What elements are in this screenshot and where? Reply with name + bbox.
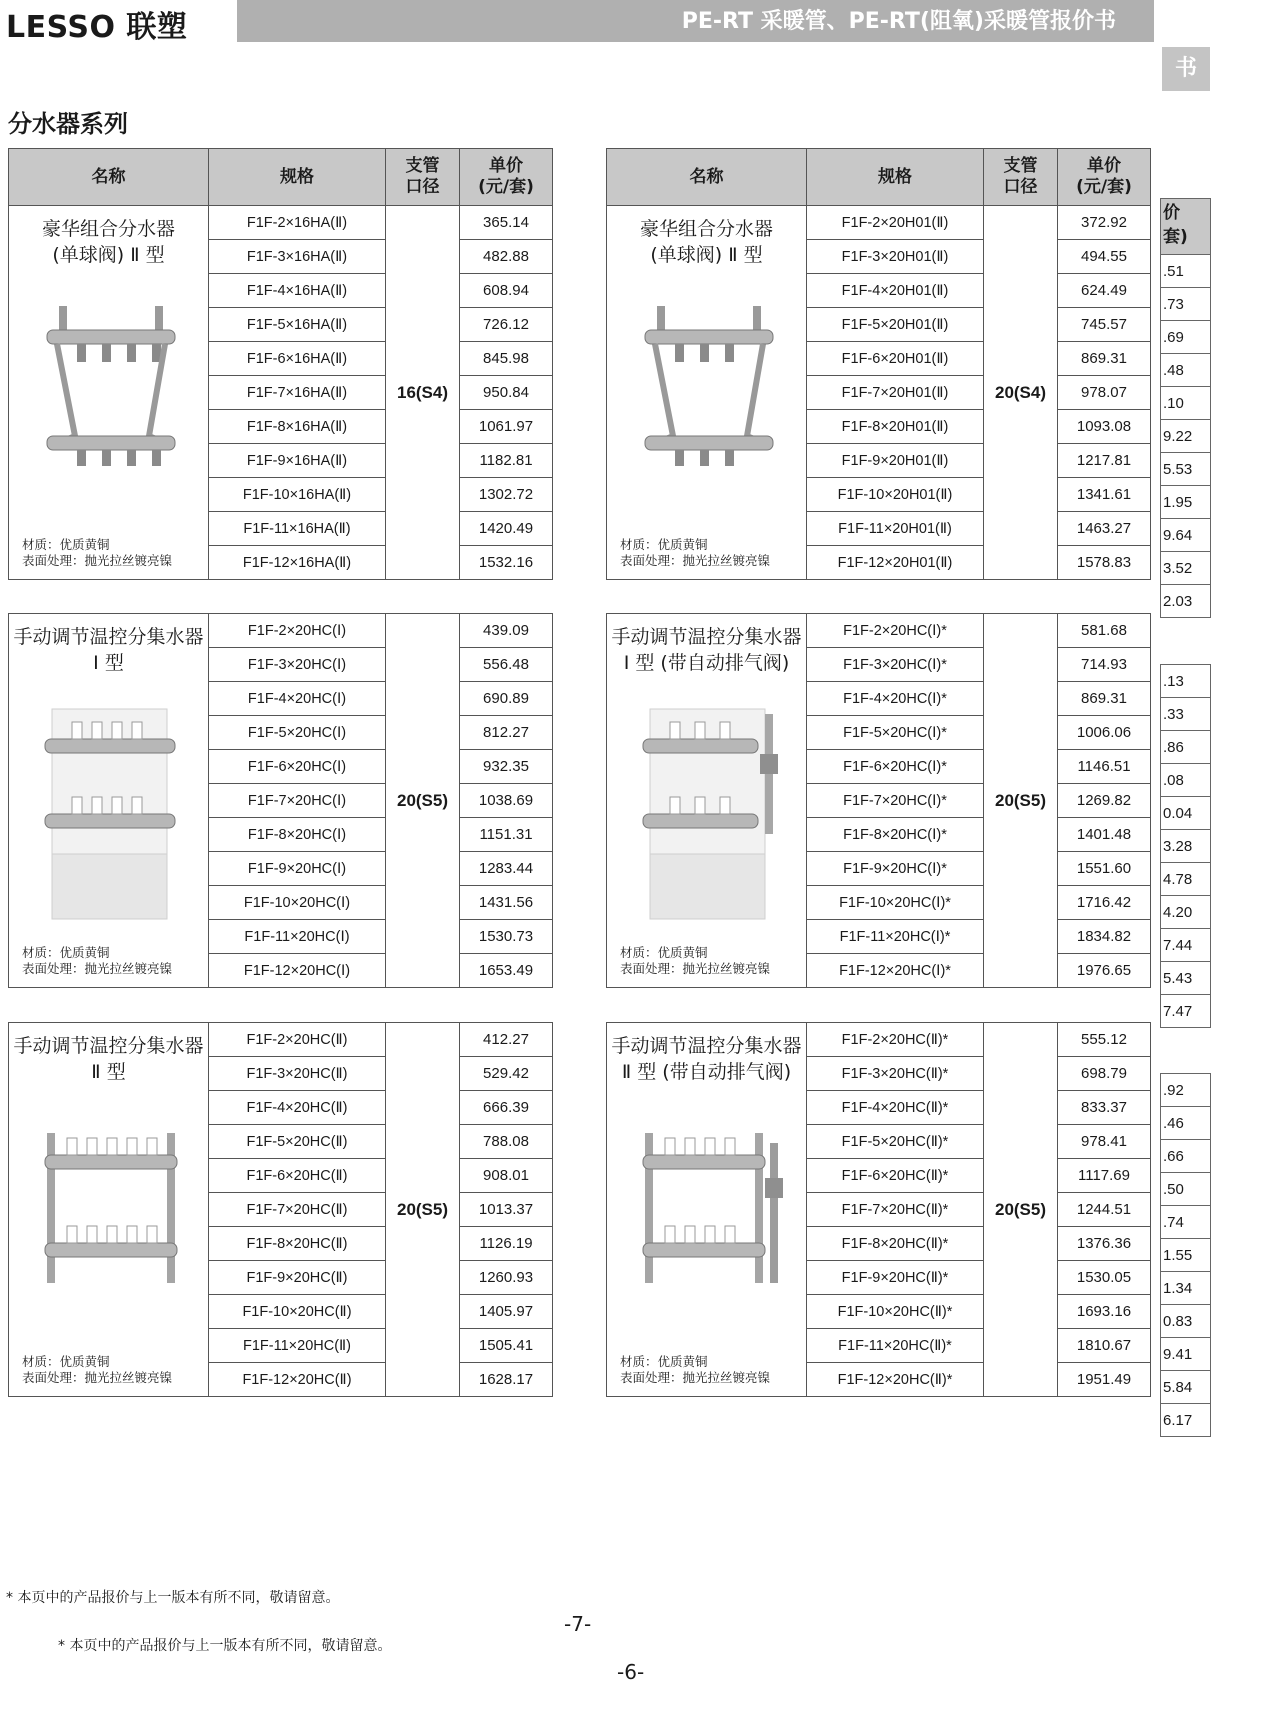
- price-cell: 1146.51: [1058, 750, 1151, 784]
- bleed-through-cell: .92: [1161, 1073, 1210, 1106]
- price-cell: 1244.51: [1058, 1193, 1151, 1227]
- table-body: [9, 206, 553, 580]
- price-cell: 1182.81: [460, 444, 553, 478]
- spec-cell: F1F-11×16HA(Ⅱ): [209, 512, 386, 546]
- spec-cell: F1F-4×20HC(Ⅱ): [209, 1091, 386, 1125]
- price-cell: 666.39: [460, 1091, 553, 1125]
- price-table: [8, 1022, 553, 1397]
- price-cell: 555.12: [1058, 1023, 1151, 1057]
- bleed-through-cell: 9.41: [1161, 1337, 1210, 1370]
- spec-cell: F1F-4×20HC(Ⅱ)*: [807, 1091, 984, 1125]
- product-name: 手动调节温控分集水器: [611, 1035, 802, 1057]
- spec-cell: F1F-4×20HC(Ⅰ): [209, 682, 386, 716]
- bleed-through-cell: 4.20: [1161, 895, 1210, 928]
- spec-cell: F1F-4×16HA(Ⅱ): [209, 274, 386, 308]
- bleed-through-price-column: [1160, 664, 1211, 1028]
- table-body: [9, 1023, 553, 1397]
- bleed-through-cell: .69: [1161, 320, 1210, 353]
- spec-cell: F1F-12×20HC(Ⅰ): [209, 954, 386, 988]
- price-cell: 1405.97: [460, 1295, 553, 1329]
- pipe-diameter-cell: 20(S5): [386, 614, 460, 988]
- table-header-row: [607, 149, 1151, 206]
- spec-cell: F1F-3×20H01(Ⅱ): [807, 240, 984, 274]
- price-cell: 494.55: [1058, 240, 1151, 274]
- price-cell: 1401.48: [1058, 818, 1151, 852]
- price-cell: 1532.16: [460, 546, 553, 580]
- price-cell: 1628.17: [460, 1363, 553, 1397]
- spec-cell: F1F-10×20HC(Ⅱ)*: [807, 1295, 984, 1329]
- price-cell: 529.42: [460, 1057, 553, 1091]
- spec-cell: F1F-5×20HC(Ⅱ): [209, 1125, 386, 1159]
- price-cell: 1260.93: [460, 1261, 553, 1295]
- column-header-name: 名称: [607, 149, 807, 206]
- price-cell: 1006.06: [1058, 716, 1151, 750]
- column-header-diameter: 支管 口径: [386, 149, 460, 206]
- price-cell: 1578.83: [1058, 546, 1151, 580]
- spec-cell: F1F-6×20HC(Ⅱ)*: [807, 1159, 984, 1193]
- price-cell: 690.89: [460, 682, 553, 716]
- bleed-through-cells: [1161, 664, 1210, 1027]
- price-cell: 1551.60: [1058, 852, 1151, 886]
- bleed-through-cell: 1.55: [1161, 1238, 1210, 1271]
- bleed-through-footnote: * 本页中的产品报价与上一版本有所不同，敬请留意。: [58, 1638, 392, 1654]
- price-cell: 1716.42: [1058, 886, 1151, 920]
- spec-cell: F1F-4×20HC(Ⅰ)*: [807, 682, 984, 716]
- material-note: 材质：优质黄铜 表面处理：抛光拉丝镀亮镍: [22, 945, 173, 976]
- spec-cell: F1F-4×20H01(Ⅱ): [807, 274, 984, 308]
- price-cell: 1126.19: [460, 1227, 553, 1261]
- table-row: [9, 614, 553, 648]
- column-header-price: 单价 (元/套): [460, 149, 553, 206]
- table-row: [9, 206, 553, 240]
- pipe-diameter-cell: 20(S5): [984, 1023, 1058, 1397]
- spec-cell: F1F-7×20HC(Ⅱ)*: [807, 1193, 984, 1227]
- price-cell: 556.48: [460, 648, 553, 682]
- price-cell: 1505.41: [460, 1329, 553, 1363]
- product-name: 豪华组合分水器: [639, 218, 773, 240]
- bleed-through-cell: .73: [1161, 287, 1210, 320]
- price-cell: 439.09: [460, 614, 553, 648]
- bleed-through-cell: 5.84: [1161, 1370, 1210, 1403]
- bleed-through-cell: 9.22: [1161, 419, 1210, 452]
- price-cell: 1093.08: [1058, 410, 1151, 444]
- bleed-through-cell: 4.78: [1161, 862, 1210, 895]
- product-name: 豪华组合分水器: [41, 218, 175, 240]
- material-note: 材质：优质黄铜 表面处理：抛光拉丝镀亮镍: [22, 1354, 173, 1385]
- spec-cell: F1F-11×20HC(Ⅱ)*: [807, 1329, 984, 1363]
- price-cell: 1653.49: [460, 954, 553, 988]
- bleed-through-cell: 0.04: [1161, 796, 1210, 829]
- spec-cell: F1F-11×20HC(Ⅰ): [209, 920, 386, 954]
- price-cell: 1341.61: [1058, 478, 1151, 512]
- spec-cell: F1F-3×20HC(Ⅱ)*: [807, 1057, 984, 1091]
- spec-cell: F1F-7×20HC(Ⅱ): [209, 1193, 386, 1227]
- product-type: Ⅰ 型 (带自动排气阀): [623, 652, 790, 674]
- material-note: 材质：优质黄铜 表面处理：抛光拉丝镀亮镍: [620, 537, 771, 568]
- price-cell: 1038.69: [460, 784, 553, 818]
- spec-cell: F1F-11×20HC(Ⅱ): [209, 1329, 386, 1363]
- spec-cell: F1F-9×20HC(Ⅱ): [209, 1261, 386, 1295]
- product-name: 手动调节温控分集水器: [13, 626, 204, 648]
- spec-cell: F1F-9×16HA(Ⅱ): [209, 444, 386, 478]
- manifold-photo: [17, 694, 197, 924]
- spec-cell: F1F-12×20HC(Ⅰ)*: [807, 954, 984, 988]
- spec-cell: F1F-5×20H01(Ⅱ): [807, 308, 984, 342]
- price-cell: 365.14: [460, 206, 553, 240]
- product-type: Ⅱ 型 (带自动排气阀): [621, 1061, 792, 1083]
- spec-cell: F1F-6×20H01(Ⅱ): [807, 342, 984, 376]
- bleed-through-cell: 7.47: [1161, 994, 1210, 1027]
- spec-cell: F1F-9×20HC(Ⅰ): [209, 852, 386, 886]
- column-header-name: 名称: [9, 149, 209, 206]
- bleed-through-cell: .48: [1161, 353, 1210, 386]
- price-table: [8, 613, 553, 988]
- spec-cell: F1F-2×20H01(Ⅱ): [807, 206, 984, 240]
- price-table: [8, 148, 553, 580]
- product-name: 手动调节温控分集水器: [13, 1035, 204, 1057]
- price-cell: 978.07: [1058, 376, 1151, 410]
- bleed-through-header: 价 套): [1161, 198, 1210, 254]
- manifold-photo: [17, 1103, 197, 1333]
- spec-cell: F1F-5×20HC(Ⅰ)*: [807, 716, 984, 750]
- pipe-diameter-cell: 20(S4): [984, 206, 1058, 580]
- product-type: (单球阀) Ⅱ 型: [52, 244, 165, 266]
- footnote: * 本页中的产品报价与上一版本有所不同，敬请留意。: [6, 1590, 340, 1606]
- bleed-through-cells: [1161, 254, 1210, 617]
- product-type: (单球阀) Ⅱ 型: [650, 244, 763, 266]
- spec-cell: F1F-10×20H01(Ⅱ): [807, 478, 984, 512]
- price-cell: 1151.31: [460, 818, 553, 852]
- section-title: 分水器系列: [8, 110, 128, 138]
- product-name-cell: [9, 1023, 209, 1397]
- spec-cell: F1F-11×20HC(Ⅰ)*: [807, 920, 984, 954]
- price-cell: 1810.67: [1058, 1329, 1151, 1363]
- price-cell: 698.79: [1058, 1057, 1151, 1091]
- spec-cell: F1F-6×20HC(Ⅰ): [209, 750, 386, 784]
- spec-cell: F1F-12×16HA(Ⅱ): [209, 546, 386, 580]
- spec-cell: F1F-7×20HC(Ⅰ)*: [807, 784, 984, 818]
- manifold-photo: [615, 1103, 795, 1333]
- price-cell: 788.08: [460, 1125, 553, 1159]
- price-cell: 1283.44: [460, 852, 553, 886]
- product-type: Ⅱ 型: [91, 1061, 126, 1083]
- price-cell: 624.49: [1058, 274, 1151, 308]
- bleed-through-page-number: -6-: [617, 1660, 645, 1684]
- price-cell: 372.92: [1058, 206, 1151, 240]
- column-header-spec: 规格: [209, 149, 386, 206]
- column-header-price: 单价 (元/套): [1058, 149, 1151, 206]
- bleed-through-title-tab: 书: [1162, 47, 1210, 91]
- bleed-through-cells: [1161, 1073, 1210, 1436]
- spec-cell: F1F-12×20HC(Ⅱ)*: [807, 1363, 984, 1397]
- bleed-through-cell: 1.95: [1161, 485, 1210, 518]
- spec-cell: F1F-3×16HA(Ⅱ): [209, 240, 386, 274]
- bleed-through-cell: .86: [1161, 730, 1210, 763]
- table-row: [607, 614, 1151, 648]
- spec-cell: F1F-3×20HC(Ⅰ)*: [807, 648, 984, 682]
- price-table: [606, 613, 1151, 988]
- price-cell: 869.31: [1058, 342, 1151, 376]
- price-cell: 1431.56: [460, 886, 553, 920]
- bleed-through-cell: 3.28: [1161, 829, 1210, 862]
- bleed-through-cell: 3.52: [1161, 551, 1210, 584]
- spec-cell: F1F-8×20HC(Ⅱ)*: [807, 1227, 984, 1261]
- price-cell: 1530.73: [460, 920, 553, 954]
- manifold-photo: [615, 286, 795, 516]
- spec-cell: F1F-10×20HC(Ⅰ)*: [807, 886, 984, 920]
- spec-cell: F1F-7×20HC(Ⅰ): [209, 784, 386, 818]
- price-cell: 581.68: [1058, 614, 1151, 648]
- bleed-through-cell: 5.43: [1161, 961, 1210, 994]
- bleed-through-price-column: [1160, 1073, 1211, 1437]
- spec-cell: F1F-6×16HA(Ⅱ): [209, 342, 386, 376]
- spec-cell: F1F-10×20HC(Ⅱ): [209, 1295, 386, 1329]
- spec-cell: F1F-6×20HC(Ⅱ): [209, 1159, 386, 1193]
- price-table: [606, 148, 1151, 580]
- document-title-bar: [237, 0, 1154, 42]
- price-cell: 1061.97: [460, 410, 553, 444]
- spec-cell: F1F-2×20HC(Ⅱ)*: [807, 1023, 984, 1057]
- bleed-through-cell: .46: [1161, 1106, 1210, 1139]
- spec-cell: F1F-8×20HC(Ⅰ)*: [807, 818, 984, 852]
- document-title: PE-RT 采暖管、PE-RT(阻氧)采暖管报价书: [681, 9, 1116, 34]
- bleed-through-cell: 0.83: [1161, 1304, 1210, 1337]
- table-body: [9, 614, 553, 988]
- table-body: [607, 1023, 1151, 1397]
- pipe-diameter-cell: 16(S4): [386, 206, 460, 580]
- product-name: 手动调节温控分集水器: [611, 626, 802, 648]
- brand-logo: LESSO 联塑: [6, 10, 188, 45]
- price-cell: 1530.05: [1058, 1261, 1151, 1295]
- bleed-through-cell: 2.03: [1161, 584, 1210, 617]
- price-cell: 1117.69: [1058, 1159, 1151, 1193]
- pipe-diameter-cell: 20(S5): [984, 614, 1058, 988]
- bleed-through-cell: .51: [1161, 254, 1210, 287]
- price-cell: 812.27: [460, 716, 553, 750]
- spec-cell: F1F-8×20H01(Ⅱ): [807, 410, 984, 444]
- spec-cell: F1F-8×20HC(Ⅱ): [209, 1227, 386, 1261]
- price-cell: 1376.36: [1058, 1227, 1151, 1261]
- bleed-through-cell: 1.34: [1161, 1271, 1210, 1304]
- material-note: 材质：优质黄铜 表面处理：抛光拉丝镀亮镍: [22, 537, 173, 568]
- price-cell: 1013.37: [460, 1193, 553, 1227]
- spec-cell: F1F-11×20H01(Ⅱ): [807, 512, 984, 546]
- spec-cell: F1F-6×20HC(Ⅰ)*: [807, 750, 984, 784]
- spec-cell: F1F-7×20H01(Ⅱ): [807, 376, 984, 410]
- price-cell: 1269.82: [1058, 784, 1151, 818]
- spec-cell: F1F-2×20HC(Ⅰ)*: [807, 614, 984, 648]
- price-cell: 869.31: [1058, 682, 1151, 716]
- product-name-cell: [607, 614, 807, 988]
- spec-cell: F1F-9×20H01(Ⅱ): [807, 444, 984, 478]
- price-cell: 482.88: [460, 240, 553, 274]
- spec-cell: F1F-7×16HA(Ⅱ): [209, 376, 386, 410]
- bleed-through-cell: .33: [1161, 697, 1210, 730]
- bleed-through-cell: .08: [1161, 763, 1210, 796]
- column-header-spec: 规格: [807, 149, 984, 206]
- price-table: [606, 1022, 1151, 1397]
- spec-cell: F1F-2×16HA(Ⅱ): [209, 206, 386, 240]
- price-cell: 932.35: [460, 750, 553, 784]
- product-name-cell: [607, 206, 807, 580]
- bleed-through-cell: 9.64: [1161, 518, 1210, 551]
- bleed-through-price-column: [1160, 198, 1211, 618]
- manifold-photo: [615, 694, 795, 924]
- price-cell: 412.27: [460, 1023, 553, 1057]
- price-cell: 1463.27: [1058, 512, 1151, 546]
- price-cell: 726.12: [460, 308, 553, 342]
- price-cell: 833.37: [1058, 1091, 1151, 1125]
- price-cell: 714.93: [1058, 648, 1151, 682]
- price-cell: 1217.81: [1058, 444, 1151, 478]
- bleed-through-cell: .66: [1161, 1139, 1210, 1172]
- spec-cell: F1F-10×20HC(Ⅰ): [209, 886, 386, 920]
- table-body: [607, 614, 1151, 988]
- spec-cell: F1F-12×20HC(Ⅱ): [209, 1363, 386, 1397]
- bleed-through-cell: 5.53: [1161, 452, 1210, 485]
- table-header-row: [9, 149, 553, 206]
- bleed-through-cell: .50: [1161, 1172, 1210, 1205]
- spec-cell: F1F-10×16HA(Ⅱ): [209, 478, 386, 512]
- spec-cell: F1F-9×20HC(Ⅱ)*: [807, 1261, 984, 1295]
- bleed-through-cell: .10: [1161, 386, 1210, 419]
- table-row: [607, 206, 1151, 240]
- material-note: 材质：优质黄铜 表面处理：抛光拉丝镀亮镍: [620, 945, 771, 976]
- price-cell: 745.57: [1058, 308, 1151, 342]
- price-cell: 1951.49: [1058, 1363, 1151, 1397]
- product-type: Ⅰ 型: [93, 652, 124, 674]
- spec-cell: F1F-3×20HC(Ⅱ): [209, 1057, 386, 1091]
- price-cell: 1834.82: [1058, 920, 1151, 954]
- product-name-cell: [607, 1023, 807, 1397]
- price-cell: 608.94: [460, 274, 553, 308]
- material-note: 材质：优质黄铜 表面处理：抛光拉丝镀亮镍: [620, 1354, 771, 1385]
- spec-cell: F1F-2×20HC(Ⅱ): [209, 1023, 386, 1057]
- price-cell: 1693.16: [1058, 1295, 1151, 1329]
- table-row: [607, 1023, 1151, 1057]
- spec-cell: F1F-8×16HA(Ⅱ): [209, 410, 386, 444]
- price-cell: 978.41: [1058, 1125, 1151, 1159]
- bleed-through-cell: 7.44: [1161, 928, 1210, 961]
- price-cell: 908.01: [460, 1159, 553, 1193]
- bleed-through-cell: .13: [1161, 664, 1210, 697]
- spec-cell: F1F-5×16HA(Ⅱ): [209, 308, 386, 342]
- spec-cell: F1F-9×20HC(Ⅰ)*: [807, 852, 984, 886]
- spec-cell: F1F-2×20HC(Ⅰ): [209, 614, 386, 648]
- page-number: -7-: [564, 1612, 592, 1636]
- manifold-photo: [17, 286, 197, 516]
- spec-cell: F1F-5×20HC(Ⅱ)*: [807, 1125, 984, 1159]
- spec-cell: F1F-5×20HC(Ⅰ): [209, 716, 386, 750]
- price-cell: 1976.65: [1058, 954, 1151, 988]
- table-row: [9, 1023, 553, 1057]
- product-name-cell: [9, 206, 209, 580]
- table-body: [607, 206, 1151, 580]
- bleed-through-cell: .74: [1161, 1205, 1210, 1238]
- price-cell: 1302.72: [460, 478, 553, 512]
- product-name-cell: [9, 614, 209, 988]
- price-cell: 950.84: [460, 376, 553, 410]
- price-cell: 845.98: [460, 342, 553, 376]
- price-cell: 1420.49: [460, 512, 553, 546]
- pipe-diameter-cell: 20(S5): [386, 1023, 460, 1397]
- spec-cell: F1F-3×20HC(Ⅰ): [209, 648, 386, 682]
- spec-cell: F1F-12×20H01(Ⅱ): [807, 546, 984, 580]
- bleed-through-cell: 6.17: [1161, 1403, 1210, 1436]
- column-header-diameter: 支管 口径: [984, 149, 1058, 206]
- spec-cell: F1F-8×20HC(Ⅰ): [209, 818, 386, 852]
